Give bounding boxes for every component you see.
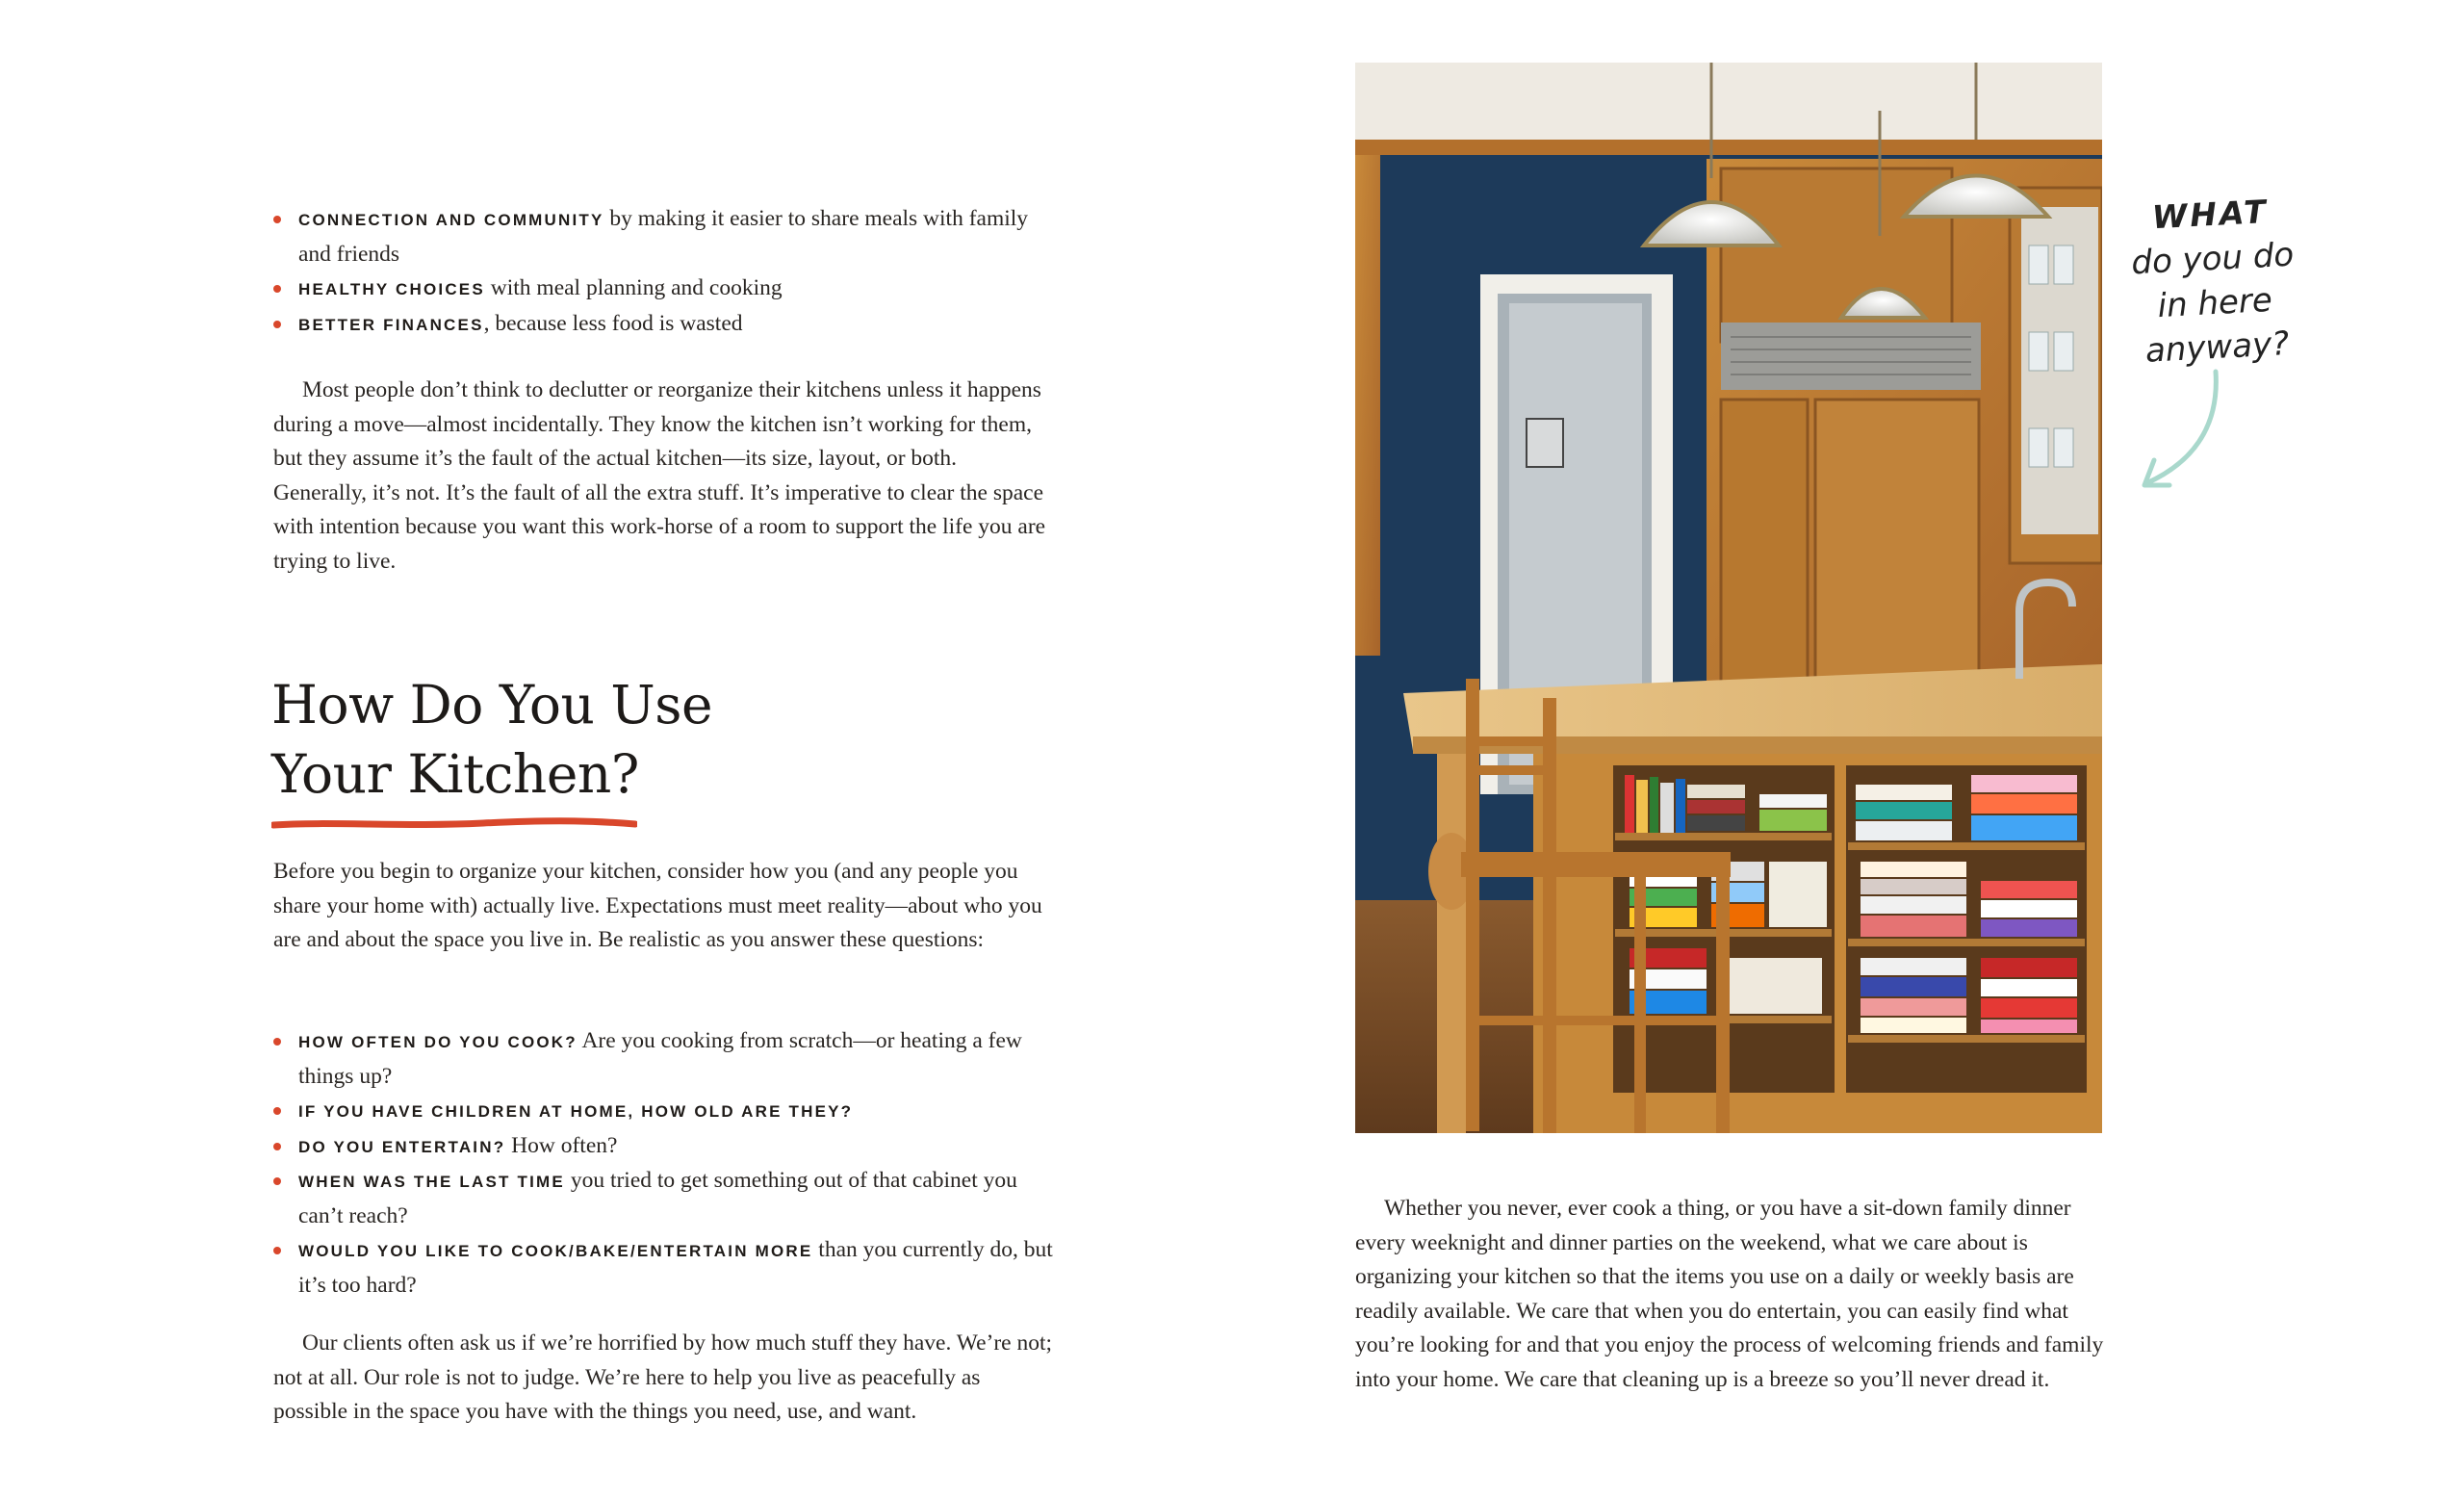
questions-intro-block (273, 855, 1053, 958)
list-item: WHEN WAS THE LAST TIME you tried to get something out of that cabinet you can’t reach? (273, 1164, 1053, 1233)
questions-list (273, 1024, 1053, 1303)
list-item: DO YOU ENTERTAIN? How often? (273, 1129, 1053, 1165)
handwritten-annotation (2127, 193, 2300, 501)
brush-underline-icon (271, 814, 637, 834)
right-paragraph-block (1355, 1192, 2108, 1397)
bullet-dot-icon (273, 1038, 281, 1046)
curved-arrow-icon (2127, 366, 2243, 501)
questions-intro-paragraph: Before you begin to organize your kitchen, consider how you (and any people you share your home with) actually live. Expectations must meet reality—about who you are and about the space you live in. Be realistic as you answer these questions: (273, 859, 1042, 952)
section-heading: How Do You Use Your Kitchen? (271, 674, 713, 805)
intro-bullets (273, 202, 1053, 342)
bullet-dot-icon (273, 1143, 281, 1150)
questions-block (273, 1024, 1053, 1303)
bullet-dot-icon (273, 1177, 281, 1185)
bullet-dot-icon (273, 285, 281, 293)
bullet-dot-icon (273, 1247, 281, 1254)
right-paragraph: Whether you never, ever cook a thing, or you have a sit-down family dinner every weeknight and dinner parties on the weekend, what we care about is organizing your kitchen so that the items you use on a daily or weekly basis are readily available. We care that when you do entertain, you can easily find what you’re looking for and that you enjoy the process of welcoming friends and family into your home. We care that cleaning up is a breeze so you’ll never dread it. (1355, 1196, 2104, 1392)
bullet-dot-icon (273, 321, 281, 328)
closing-paragraph: Our clients often ask us if we’re horrified by how much stuff they have. We’re not; not at all. Our role is not to judge. We’re here to help you live as peacefully as possible in the space you have with the things you need, use, and want. (273, 1330, 1053, 1424)
list-item: WOULD YOU LIKE TO COOK/BAKE/ENTERTAIN MORE than you currently do, but it’s too hard? (273, 1233, 1053, 1303)
list-item: HOW OFTEN DO YOU COOK? Are you cooking from scratch—or heating a few things up? (273, 1024, 1053, 1094)
kitchen-photo (1355, 63, 2102, 1133)
list-item: IF YOU HAVE CHILDREN AT HOME, HOW OLD ARE THEY? (273, 1094, 1053, 1129)
bullet-dot-icon (273, 216, 281, 223)
bullet-dot-icon (273, 1107, 281, 1115)
intro-paragraph-block (273, 374, 1053, 579)
intro-paragraph: Most people don’t think to declutter or reorganize their kitchens unless it happens during a move—almost incidentally. They know the kitchen isn’t working for them, but they assume it’s the fault of the actual kitchen—its size, layout, or both. Generally, it’s not. It’s the fault of all the extra stuff. It’s imperative to clear the space with intention because you want this work-horse of a room to support the life you are trying to live. (273, 377, 1046, 574)
list-item: BETTER FINANCES, because less food is wasted (273, 307, 1053, 343)
benefits-list (273, 202, 1053, 342)
list-item: CONNECTION AND COMMUNITY by making it easier to share meals with family and friends (273, 202, 1053, 271)
list-item: HEALTHY CHOICES with meal planning and cooking (273, 271, 1053, 307)
annotation-text: WHAT do you do in here anyway? (2130, 192, 2296, 371)
closing-paragraph-block (273, 1327, 1053, 1430)
